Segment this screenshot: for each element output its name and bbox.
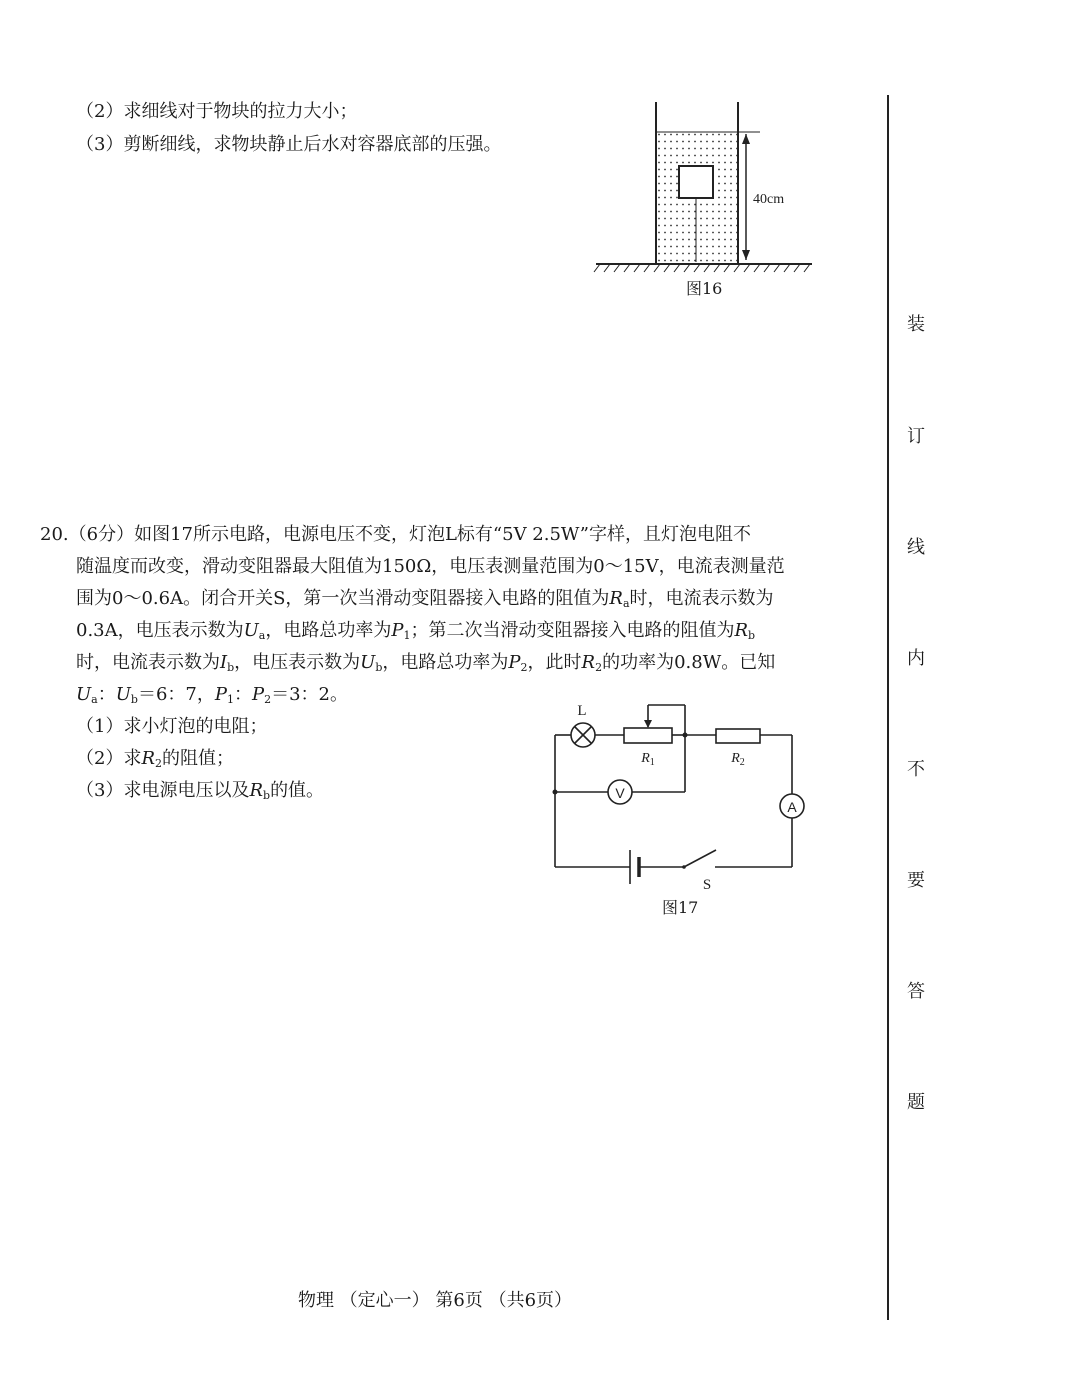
figure-16-caption: 图16 [686, 279, 723, 298]
figure-17-caption: 图17 [662, 898, 699, 917]
question-19-part2: （2）求细线对于物块的拉力大小； [76, 101, 358, 122]
binding-char: 线 [907, 537, 925, 558]
figure-16 [590, 96, 820, 296]
binding-rule [887, 95, 889, 1320]
binding-char: 订 [907, 426, 925, 447]
lamp-label: L [577, 703, 587, 719]
figure-17-circuit [540, 695, 810, 895]
q20-sub2: （2）求$R_2$的阻值； [76, 748, 235, 770]
q20-line6: $U_a$：$U_b=6$：7，$P_1$：$P_2=3$：2。 [76, 684, 349, 706]
switch-label: S [702, 877, 712, 893]
q20-line4: 0.3A，电压表示数为$U_a$，电路总功率为$P_1$；第二次当滑动变阻器接入电路的阻值为$R_b$ [76, 620, 756, 642]
binding-char: 答 [907, 981, 925, 1002]
q20-sub1: （1）求小灯泡的电阻； [76, 716, 268, 737]
ammeter-label: A [787, 799, 797, 815]
voltmeter-label: V [615, 785, 625, 801]
binding-char: 题 [907, 1092, 925, 1113]
q20-line2: 随温度而改变，滑动变阻器最大阻值为150Ω，电压表测量范围为0～15V，电流表测量范 [76, 556, 785, 577]
binding-char: 不 [907, 759, 925, 780]
q20-line5: 时，电流表示数为$I_b$，电压表示数为$U_b$，电路总功率为$P_2$，此时$R_2$的功率为0.8W。已知 [76, 652, 776, 674]
q20-sub3: （3）求电源电压以及$R_b$的值。 [76, 780, 325, 802]
binding-char: 装 [907, 314, 925, 335]
question-19-part3: （3）剪断细线，求物块静止后水对容器底部的压强。 [76, 134, 502, 155]
q20-line3: 围为0～0.6A。闭合开关S，第一次当滑动变阻器接入电路的阻值为$R_a$时，电流表示数为 [76, 588, 774, 610]
binding-char: 内 [907, 648, 925, 669]
r1-label: $R_1$ [641, 751, 655, 768]
r2-label: $R_2$ [731, 751, 745, 768]
page-footer: 物理 （定心一） 第6页 （共6页） [297, 1290, 573, 1311]
q20-line1: 20.（6分）如图17所示电路，电源电压不变，灯泡L标有“5V 2.5W”字样，且灯泡电阻不 [40, 524, 751, 545]
binding-char: 要 [907, 870, 925, 891]
depth-label: 40cm [753, 192, 785, 207]
